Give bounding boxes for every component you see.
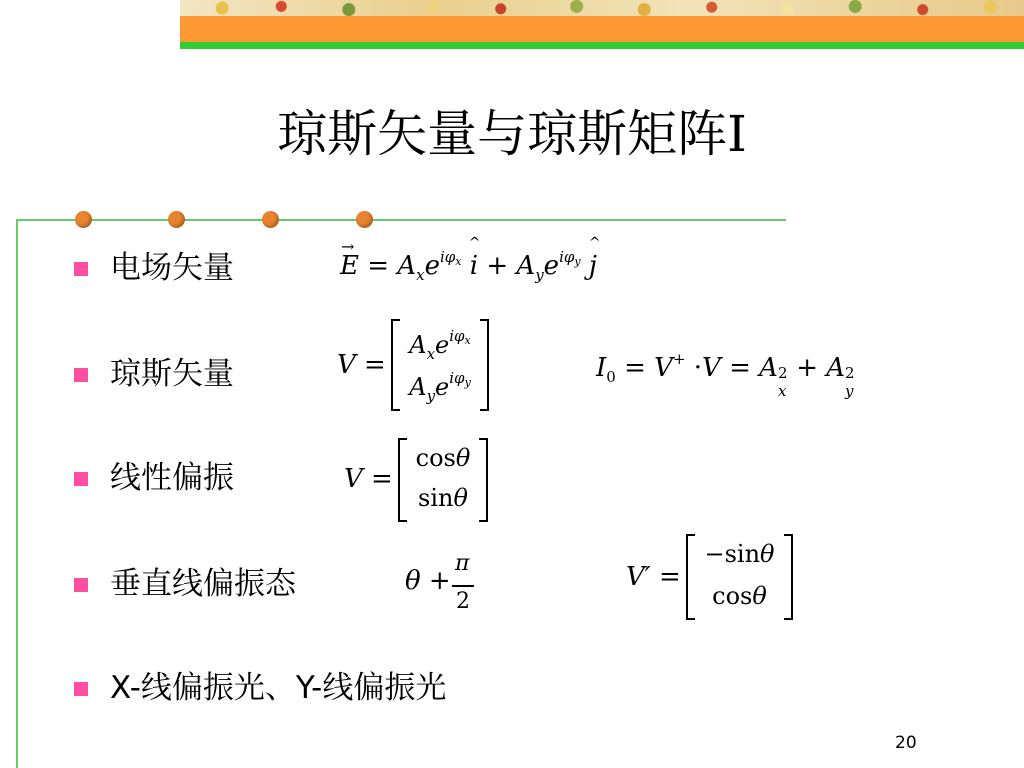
frame-top-line bbox=[16, 219, 786, 221]
vertical-polarization-matrix: −sinθ cosθ bbox=[686, 536, 793, 618]
banner-image bbox=[180, 0, 1024, 16]
frame-left-line bbox=[16, 219, 18, 768]
bullet-marker bbox=[74, 472, 88, 486]
page-number: 20 bbox=[895, 733, 917, 753]
banner-orange-band bbox=[180, 16, 1024, 42]
decorative-dot bbox=[75, 211, 92, 228]
equation-intensity: $I_0 = V^+ \cdot V = A$ 2 x + A 2 y bbox=[596, 350, 855, 400]
slide-title: 琼斯矢量与琼斯矩阵I bbox=[277, 105, 747, 163]
fraction-bar bbox=[452, 585, 474, 587]
bullet-label-vertical-polarization: 垂直线偏振态 bbox=[110, 566, 296, 602]
bullet-label-linear-polarization: 线性偏振 bbox=[110, 460, 234, 496]
equation-theta-offset: θ + bbox=[405, 566, 451, 596]
equation-electric-field: E → = $A_xe^{i\varphi_x}$ i ^ + $A_ye^{i\varphi_y}$ j ^ bbox=[340, 235, 601, 284]
linear-polarization-matrix: cosθ sinθ bbox=[398, 440, 488, 520]
bullet-marker bbox=[74, 682, 88, 696]
equation-jones-vector-label: V = bbox=[337, 350, 386, 380]
bullet-label-xy-polarized-light: X-线偏振光、Y-线偏振光 bbox=[110, 670, 447, 706]
bullet-marker bbox=[74, 262, 88, 276]
fraction-denominator: 2 bbox=[456, 589, 470, 614]
equation-linear-label: V = bbox=[344, 464, 393, 494]
decorative-dot bbox=[356, 211, 373, 228]
bullet-marker bbox=[74, 368, 88, 382]
decorative-dot bbox=[168, 211, 185, 228]
fraction-numerator: π bbox=[455, 551, 470, 576]
equation-vertical-label: V′ = bbox=[626, 562, 681, 592]
bullet-label-jones-vector: 琼斯矢量 bbox=[110, 356, 234, 392]
jones-vector-matrix: $A_xe^{i\varphi_x}$ $A_ye^{i\varphi_y}$ bbox=[391, 321, 489, 409]
decorative-dot bbox=[262, 211, 279, 228]
banner-green-band bbox=[180, 42, 1024, 49]
bullet-label-electric-field: 电场矢量 bbox=[110, 250, 234, 286]
bullet-marker bbox=[74, 578, 88, 592]
